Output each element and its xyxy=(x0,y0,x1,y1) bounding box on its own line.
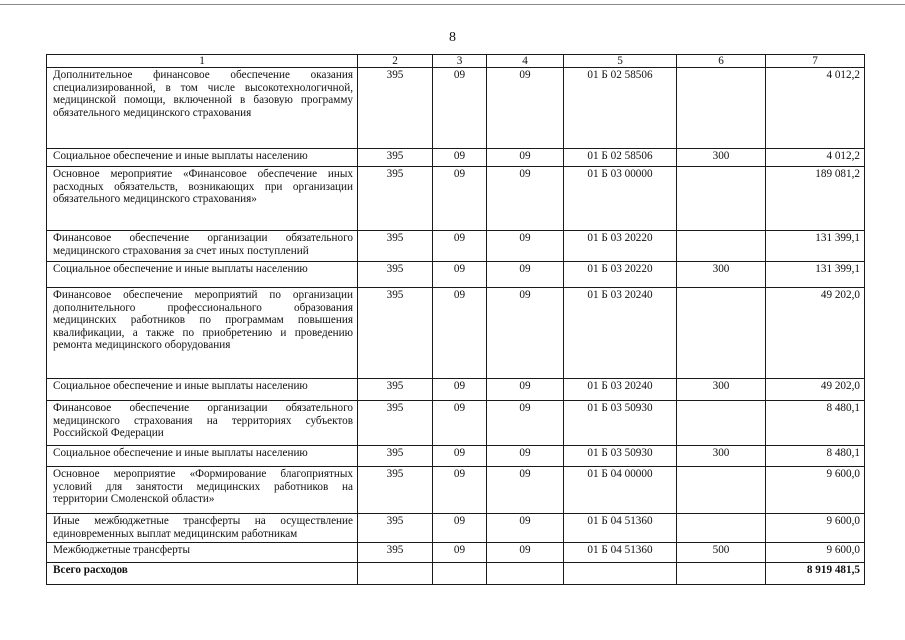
page-number: 8 xyxy=(449,30,456,45)
row-name: Межбюджетные трансферты xyxy=(47,543,358,563)
row-amount: 8 480,1 xyxy=(766,446,865,467)
row-amount: 9 600,0 xyxy=(766,514,865,543)
row-ministry-code: 395 xyxy=(358,514,433,543)
col-header-3: 3 xyxy=(433,55,487,68)
table-row xyxy=(47,167,865,231)
row-section: 09 xyxy=(433,467,487,514)
col-header-4: 4 xyxy=(487,55,564,68)
row-subsection: 09 xyxy=(487,149,564,167)
row-amount: 4 012,2 xyxy=(766,149,865,167)
row-name: Социальное обеспечение и иные выплаты населению xyxy=(47,262,358,288)
row-ministry-code: 395 xyxy=(358,446,433,467)
row-amount: 189 081,2 xyxy=(766,167,865,231)
row-subsection: 09 xyxy=(487,288,564,379)
row-target-article: 01 Б 03 20220 xyxy=(564,231,677,262)
row-expense-type: 300 xyxy=(677,262,766,288)
row-target-article: 01 Б 03 50930 xyxy=(564,446,677,467)
col-header-5: 5 xyxy=(564,55,677,68)
row-subsection: 09 xyxy=(487,262,564,288)
table-row xyxy=(47,149,865,167)
budget-table xyxy=(46,54,865,585)
total-empty-cell xyxy=(433,563,487,585)
col-header-2: 2 xyxy=(358,55,433,68)
total-label: Всего расходов xyxy=(47,563,358,585)
row-section: 09 xyxy=(433,149,487,167)
row-expense-type xyxy=(677,514,766,543)
row-subsection: 09 xyxy=(487,467,564,514)
row-section: 09 xyxy=(433,401,487,446)
row-subsection: 09 xyxy=(487,167,564,231)
row-name: Социальное обеспечение и иные выплаты населению xyxy=(47,379,358,401)
row-expense-type: 300 xyxy=(677,446,766,467)
table-row xyxy=(47,514,865,543)
row-amount: 131 399,1 xyxy=(766,231,865,262)
row-amount: 9 600,0 xyxy=(766,467,865,514)
table-row xyxy=(47,467,865,514)
row-target-article: 01 Б 03 00000 xyxy=(564,167,677,231)
row-subsection: 09 xyxy=(487,68,564,149)
row-target-article: 01 Б 03 20240 xyxy=(564,288,677,379)
row-ministry-code: 395 xyxy=(358,379,433,401)
row-section: 09 xyxy=(433,543,487,563)
row-section: 09 xyxy=(433,231,487,262)
page-top-rule xyxy=(0,4,905,5)
row-name: Социальное обеспечение и иные выплаты населению xyxy=(47,149,358,167)
total-row xyxy=(47,563,865,585)
row-section: 09 xyxy=(433,262,487,288)
row-target-article: 01 Б 04 51360 xyxy=(564,543,677,563)
col-header-1: 1 xyxy=(47,55,358,68)
row-expense-type xyxy=(677,231,766,262)
row-amount: 8 480,1 xyxy=(766,401,865,446)
row-subsection: 09 xyxy=(487,379,564,401)
table-row xyxy=(47,68,865,149)
row-ministry-code: 395 xyxy=(358,262,433,288)
row-ministry-code: 395 xyxy=(358,68,433,149)
row-name: Финансовое обеспечение мероприятий по организации дополнительного профессионального образования медицинских работников по программам повышения квалификации, а также по приобретению и проведению ремонта медицинского оборудования xyxy=(47,288,358,379)
row-expense-type xyxy=(677,467,766,514)
table-row xyxy=(47,288,865,379)
row-expense-type xyxy=(677,167,766,231)
row-amount: 49 202,0 xyxy=(766,288,865,379)
row-expense-type xyxy=(677,401,766,446)
row-subsection: 09 xyxy=(487,231,564,262)
row-subsection: 09 xyxy=(487,446,564,467)
row-subsection: 09 xyxy=(487,401,564,446)
row-section: 09 xyxy=(433,167,487,231)
total-empty-cell xyxy=(677,563,766,585)
row-target-article: 01 Б 02 58506 xyxy=(564,68,677,149)
row-name: Основное мероприятие «Формирование благоприятных условий для занятости медицинских работников на территории Смоленской области» xyxy=(47,467,358,514)
row-expense-type: 300 xyxy=(677,379,766,401)
row-subsection: 09 xyxy=(487,543,564,563)
row-ministry-code: 395 xyxy=(358,231,433,262)
row-amount: 4 012,2 xyxy=(766,68,865,149)
row-section: 09 xyxy=(433,446,487,467)
row-target-article: 01 Б 03 20220 xyxy=(564,262,677,288)
row-ministry-code: 395 xyxy=(358,149,433,167)
row-name: Финансовое обеспечение организации обязательного медицинского страхования за счет иных поступлений xyxy=(47,231,358,262)
row-name: Основное мероприятие «Финансовое обеспечение иных расходных обязательств, возникающих при организации обязательного медицинского страхования» xyxy=(47,167,358,231)
row-target-article: 01 Б 04 00000 xyxy=(564,467,677,514)
row-section: 09 xyxy=(433,68,487,149)
row-target-article: 01 Б 02 58506 xyxy=(564,149,677,167)
row-target-article: 01 Б 03 50930 xyxy=(564,401,677,446)
table-header-row xyxy=(47,55,865,68)
row-name: Финансовое обеспечение организации обязательного медицинского страхования на территориях субъектов Российской Федерации xyxy=(47,401,358,446)
row-ministry-code: 395 xyxy=(358,167,433,231)
row-subsection: 09 xyxy=(487,514,564,543)
table-row xyxy=(47,401,865,446)
table-row xyxy=(47,543,865,563)
row-expense-type: 300 xyxy=(677,149,766,167)
total-empty-cell xyxy=(564,563,677,585)
row-ministry-code: 395 xyxy=(358,401,433,446)
row-ministry-code: 395 xyxy=(358,288,433,379)
row-target-article: 01 Б 04 51360 xyxy=(564,514,677,543)
col-header-6: 6 xyxy=(677,55,766,68)
table-row xyxy=(47,379,865,401)
total-empty-cell xyxy=(487,563,564,585)
row-section: 09 xyxy=(433,379,487,401)
row-name: Дополнительное финансовое обеспечение оказания специализированной, в том числе высокотехнологичной, медицинской помощи, включенной в базовую программу обязательного медицинского страхования xyxy=(47,68,358,149)
row-ministry-code: 395 xyxy=(358,467,433,514)
table-row xyxy=(47,262,865,288)
row-target-article: 01 Б 03 20240 xyxy=(564,379,677,401)
table-row xyxy=(47,231,865,262)
row-section: 09 xyxy=(433,288,487,379)
row-name: Иные межбюджетные трансферты на осуществление единовременных выплат медицинским работникам xyxy=(47,514,358,543)
row-name: Социальное обеспечение и иные выплаты населению xyxy=(47,446,358,467)
total-amount: 8 919 481,5 xyxy=(766,563,865,585)
col-header-7: 7 xyxy=(766,55,865,68)
row-expense-type: 500 xyxy=(677,543,766,563)
row-amount: 131 399,1 xyxy=(766,262,865,288)
row-expense-type xyxy=(677,68,766,149)
row-section: 09 xyxy=(433,514,487,543)
row-amount: 9 600,0 xyxy=(766,543,865,563)
row-amount: 49 202,0 xyxy=(766,379,865,401)
total-empty-cell xyxy=(358,563,433,585)
table-row xyxy=(47,446,865,467)
row-expense-type xyxy=(677,288,766,379)
row-ministry-code: 395 xyxy=(358,543,433,563)
